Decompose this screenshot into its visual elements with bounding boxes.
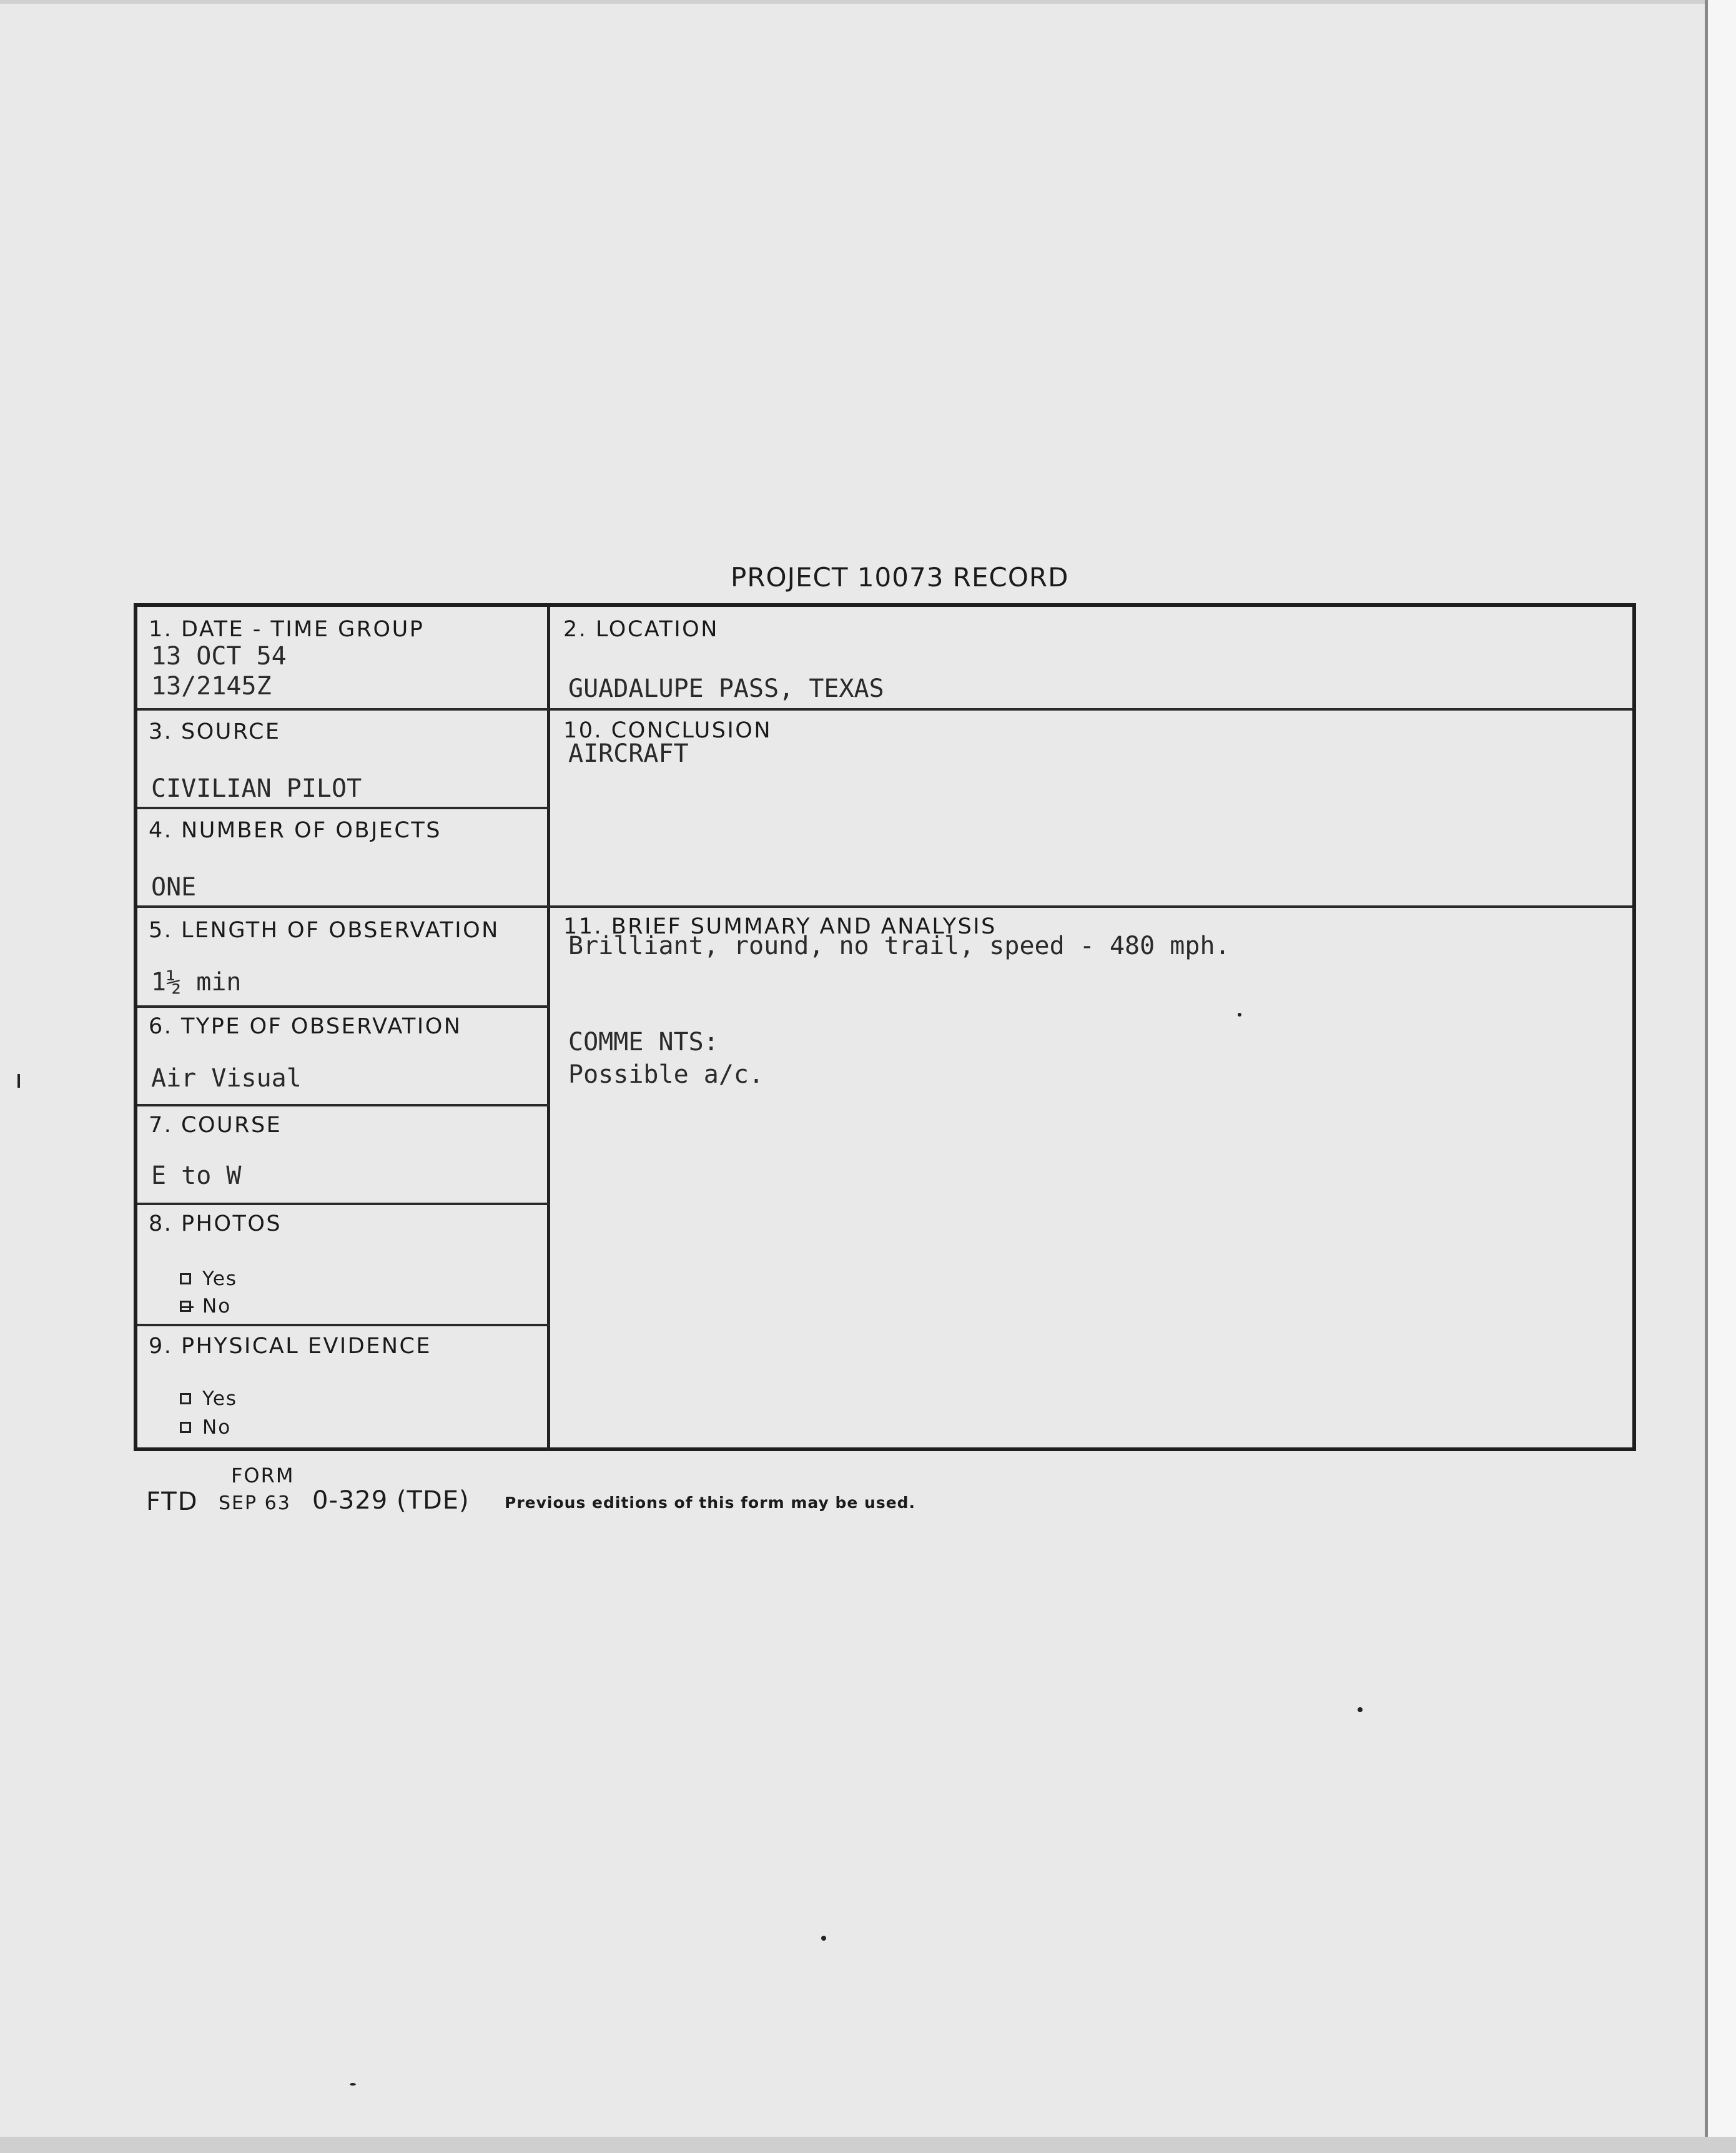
footer-agency: FTD	[146, 1487, 199, 1516]
number-of-objects-cell	[137, 807, 547, 905]
conclusion-label: 10. CONCLUSION	[563, 718, 772, 743]
footer-edition-date: SEP 63	[219, 1492, 291, 1514]
physical-evidence-no-label: No	[202, 1416, 232, 1439]
number-of-objects-label: 4. NUMBER OF OBJECTS	[149, 818, 441, 843]
type-of-observation-cell	[137, 1005, 547, 1104]
footer-form-number: 0-329 (TDE)	[312, 1486, 470, 1515]
comments-label: COMME NTS:	[568, 1028, 719, 1057]
photos-yes-label: Yes	[202, 1268, 238, 1290]
photos-label: 8. PHOTOS	[149, 1211, 282, 1236]
source-value: CIVILIAN PILOT	[151, 774, 362, 803]
summary-cell	[550, 905, 1632, 1451]
date-time-cell	[137, 607, 547, 708]
source-label: 3. SOURCE	[149, 719, 281, 744]
type-of-observation-label: 6. TYPE OF OBSERVATION	[149, 1014, 462, 1039]
scan-bottom-edge	[0, 2137, 1736, 2153]
course-cell	[137, 1104, 547, 1203]
course-label: 7. COURSE	[149, 1113, 282, 1138]
checkbox-empty-icon	[180, 1393, 191, 1404]
scan-right-edge	[1705, 0, 1736, 2153]
location-label: 2. LOCATION	[563, 617, 719, 642]
physical-evidence-label: 9. PHYSICAL EVIDENCE	[149, 1334, 432, 1359]
scan-speck	[17, 1074, 20, 1088]
length-of-observation-value: 1½ min	[151, 968, 242, 997]
physical-evidence-option-yes[interactable]	[180, 1387, 237, 1410]
location-cell	[550, 607, 1632, 708]
footer-note: Previous editions of this form may be used.	[505, 1494, 916, 1512]
photos-cell	[137, 1203, 547, 1324]
type-of-observation-value: Air Visual	[151, 1064, 302, 1093]
comments-text: Possible a/c.	[568, 1060, 764, 1089]
location-value: GUADALUPE PASS, TEXAS	[568, 674, 884, 703]
photos-option-yes[interactable]	[180, 1268, 237, 1290]
number-of-objects-value: ONE	[151, 873, 197, 902]
time-value: 13/2145Z	[151, 672, 272, 701]
date-time-label: 1. DATE - TIME GROUP	[149, 617, 425, 642]
checkbox-checked-icon	[180, 1301, 191, 1312]
length-of-observation-label: 5. LENGTH OF OBSERVATION	[149, 918, 500, 943]
footer-form-label: FORM	[231, 1464, 295, 1487]
photos-no-label: No	[202, 1295, 232, 1318]
summary-text: Brilliant, round, no trail, speed - 480 mph.	[568, 932, 1230, 960]
conclusion-value: AIRCRAFT	[568, 739, 689, 768]
scan-speck	[821, 1936, 826, 1941]
course-value: E to W	[151, 1161, 242, 1190]
physical-evidence-cell	[137, 1324, 547, 1451]
record-form-table	[134, 603, 1636, 1451]
summary-label: 11. BRIEF SUMMARY AND ANALYSIS	[563, 914, 997, 939]
scan-top-edge	[0, 0, 1736, 4]
physical-evidence-option-no[interactable]	[180, 1416, 231, 1439]
date-value: 13 OCT 54	[151, 642, 287, 671]
checkbox-empty-icon	[180, 1273, 191, 1284]
source-cell	[137, 708, 547, 807]
scan-speck	[350, 2083, 356, 2086]
length-of-observation-cell	[137, 905, 547, 1005]
photos-option-no[interactable]	[180, 1295, 231, 1318]
checkbox-empty-icon	[180, 1422, 191, 1433]
physical-evidence-yes-label: Yes	[202, 1387, 238, 1410]
scan-speck	[1358, 1707, 1363, 1712]
conclusion-cell	[550, 708, 1632, 905]
page-title: PROJECT 10073 RECORD	[731, 562, 1069, 593]
